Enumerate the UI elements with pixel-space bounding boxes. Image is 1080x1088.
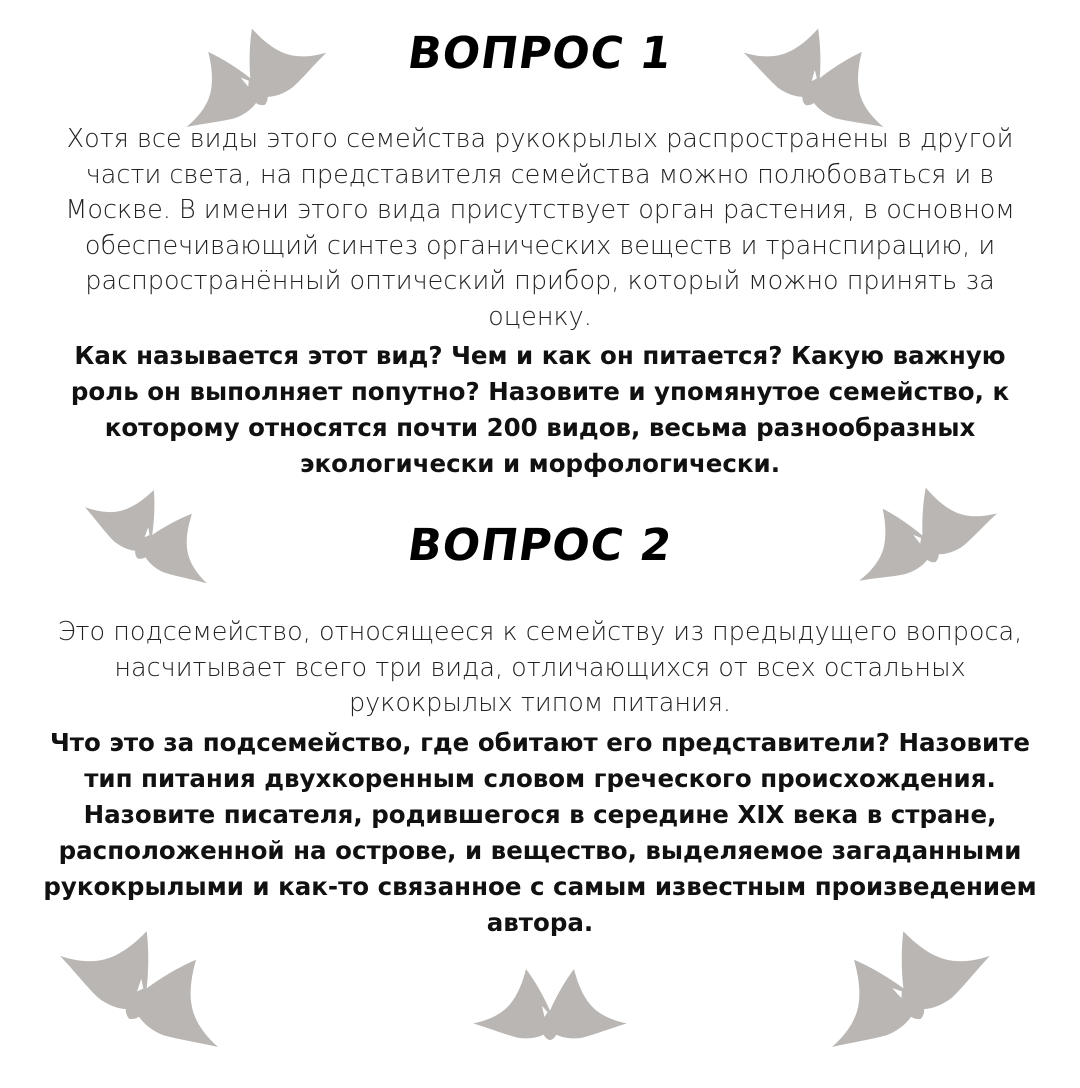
question1-heading: ВОПРОС 1 [404, 28, 676, 79]
bat-icon [470, 950, 630, 1060]
question2-heading: ВОПРОС 2 [404, 520, 676, 571]
question1-text: Хотя все виды этого семейства рукокрылых распространены в другой части света, на представителя семейства можно полюбоваться и в Москве. В имени этого вида присутствует орган растения, в основном обеспечивающий синтез органических веществ и транспирацию, и распространённый оптический прибор, который можно принять за оценку. [65, 124, 1015, 332]
question2-bold-text: Что это за подсемейство, где обитают его представители? Назовите тип питания двухкоренным словом греческого происхождения. Назовите писателя, родившегося в середине XIX века в стране, расположенной на острове, и вещество, выделяемое загаданными рукокрылыми и как-то связанное с самым известным произведением автора. [43, 728, 1037, 937]
question1-bold-text: Как называется этот вид? Чем и как он питается? Какую важную роль он выполняет попутно? Назовите и упомянутое семейство, к которому относятся почти 200 видов, весьма разнообразных экологически и морфологически. [70, 341, 1010, 478]
question2-text: Это подсемейство, относящееся к семейству из предыдущего вопроса, насчитывает всего три вида, отличающихся от всех остальных рукокрылых типом питания. [57, 617, 1023, 718]
